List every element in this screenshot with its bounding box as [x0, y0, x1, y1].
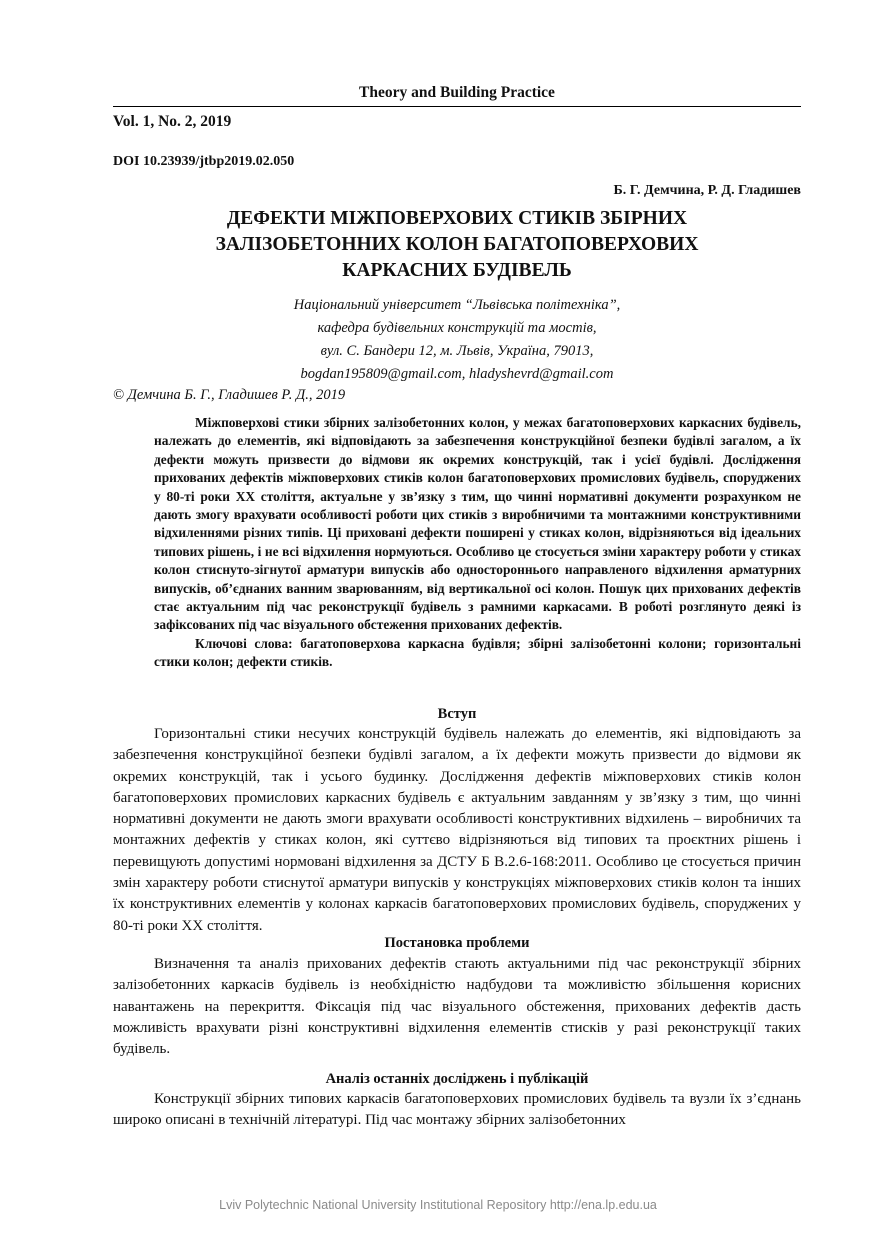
section-intro	[113, 724, 801, 937]
paragraph: Горизонтальні стики несучих конструкцій будівель належать до елементів, які відповідають за забезпечення конструкційної безпеки будівлі загалом, а їх дефекти можуть призвести до відмови як окремих конструкцій, так і усього будинку. Дослідження дефектів міжповерхових стиків колон багатоповерхових промислових каркасних будівель є актуальним завданням у зв’язку з тим, що чинні нормативні документи не дають змоги врахувати особливості конструктивних відхилень – виробничих та монтажних дефектів у стиках колон, які суттєво відрізняються від типових та проєктних рішень і перевищують допустимі нормовані відхилення за ДСТУ Б В.2.6-168:2011. Особливо це стосується причин змін характеру роботи стиснутої арматури випусків у конструкціях міжповерхових стиків колон та інших їх конструктивних елементів у колонах каркасів багатоповерхових промислових будівель, споруджених у 80-ті роки XX століття.	[113, 726, 801, 934]
abstract	[154, 414, 801, 672]
copyright: © Демчина Б. Г., Гладишев Р. Д., 2019	[113, 387, 346, 403]
abstract-text: Міжповерхові стики збірних залізобетонних колон, у межах багатоповерхових каркасних будівель, належать до елементів, які відповідають за забезпечення конструкційної безпеки будівлі загалом, а їх дефекти можуть призвести до відмови як окремих конструкцій, так і усієї будівлі. Дослідження прихованих дефектів міжповерхових стиків колон багатоповерхових промислових будівель, споруджених у 80-ті роки XX століття, актуальне у зв’язку з тим, що чинні нормативні документи розрахунком не дають змогу врахувати особливості роботи цих стиків з виробничими та монтажними конструктивними відхиленнями різних типів. Ці приховані дефекти поширені у стиках колон, відрізняються від ідеальних типових рішень, і не всі відхилення нормуються. Особливо це стосується зміни характеру роботи у стиках колон стиснуто-зігнутої арматури випусків або одностороннього направленого відхилення арматурних випусків, об’єднаних ванним зварюванням, від вертикальної осі колон. Пошук цих прихованих дефектів стає актуальним під час реконструкції будівель з рамними каркасами. В роботі розглянуто деякі із зафіксованих під час візуального обстеження прихованих дефектів.	[154, 415, 801, 633]
doi: DOI 10.23939/jtbp2019.02.050	[113, 154, 295, 169]
authors: Б. Г. Демчина, Р. Д. Гладишев	[613, 183, 801, 198]
volume-info: Vol. 1, No. 2, 2019	[113, 113, 232, 130]
section-problem	[113, 954, 801, 1060]
affiliation-emails: bogdan195809@gmail.com, hladyshevrd@gmail.com	[300, 366, 614, 382]
paragraph: Визначення та аналіз прихованих дефектів стають актуальними під час реконструкції збірних залізобетонних каркасів будівель із необхідністю надбудови та можливістю збільшення корисних навантажень на перекриття. Фіксація під час візуального обстеження, прихованих дефектів дасть можливість врахувати різні конструктивні відхилення елементів стисків у разі реконструкції таких будівель.	[113, 956, 801, 1058]
article-title	[113, 206, 801, 284]
affiliation-line: кафедра будівельних конструкцій та мостів,	[317, 320, 597, 336]
section-heading-literature: Аналіз останніх досліджень і публікацій	[325, 1071, 589, 1087]
affiliation	[113, 294, 801, 386]
journal-title: Theory and Building Practice	[359, 84, 555, 101]
title-line: КАРКАСНИХ БУДІВЕЛЬ	[342, 260, 572, 281]
section-heading-intro: Вступ	[437, 706, 477, 722]
keywords: Ключові слова: багатоповерхова каркасна будівля; збірні залізобетонні колони; горизонтальні стики колон; дефекти стиків.	[154, 635, 801, 670]
header-rule	[113, 106, 801, 107]
section-literature	[113, 1089, 801, 1132]
affiliation-line: вул. С. Бандери 12, м. Львів, Україна, 79013,	[320, 343, 594, 359]
section-heading-problem: Постановка проблеми	[384, 935, 530, 951]
title-line: ЗАЛІЗОБЕТОННИХ КОЛОН БАГАТОПОВЕРХОВИХ	[215, 234, 699, 255]
repository-footer: Lviv Polytechnic National University Institutional Repository http://ena.lp.edu.ua	[219, 1198, 657, 1212]
title-line: ДЕФЕКТИ МІЖПОВЕРХОВИХ СТИКІВ ЗБІРНИХ	[226, 208, 688, 229]
paragraph: Конструкції збірних типових каркасів багатоповерхових промислових будівель та вузли їх з’єднань широко описані в технічній літературі. Під час монтажу збірних залізобетонних	[113, 1091, 801, 1129]
affiliation-line: Національний університет “Львівська політехніка”,	[293, 297, 621, 313]
